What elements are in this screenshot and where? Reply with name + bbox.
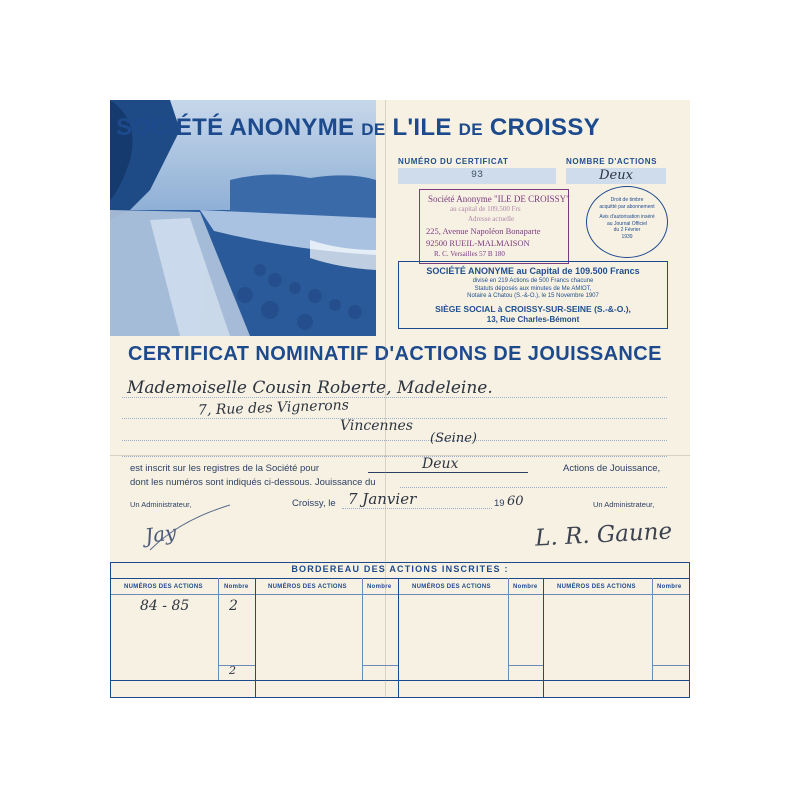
holder-department: (Seine) [430, 431, 477, 446]
title-part2: L'ILE [392, 114, 452, 141]
certificate-number-value: 93 [398, 168, 556, 184]
bordereau-title: BORDEREAU DES ACTIONS INSCRITES : [291, 564, 509, 574]
admin-right-label: Un Administrateur, [593, 500, 655, 509]
admin-left-label: Un Administrateur, [130, 500, 192, 509]
tax-line1: Droit de timbre [610, 197, 644, 203]
stamp-line4: 225, Avenue Napoléon Bonaparte [426, 226, 541, 236]
total-nombre: 2 [229, 664, 236, 677]
certificate-number-label: NUMÉRO DU CERTIFICAT [398, 157, 509, 166]
holder-street: 7, Rue des Vignerons [197, 397, 350, 419]
title-part1: SOCIÉTÉ ANONYME [116, 114, 355, 141]
row1-nombre: 2 [229, 598, 238, 614]
tax-line4: au Journal Officiel [607, 220, 647, 227]
stamp-line2: au capital de 109.500 Frs [450, 205, 521, 213]
capital-line6: 13, Rue Charles-Bémont [486, 315, 580, 324]
capital-line3: Statuts déposés aux minutes de Me AMIOT, [474, 286, 592, 292]
tax-line6: 1939 [621, 233, 633, 240]
tax-line2: acquitté par abonnement [599, 203, 655, 210]
capital-box [398, 261, 668, 329]
stamp-line5: 92500 RUEIL-MALMAISON [426, 238, 530, 248]
company-title [116, 114, 686, 142]
capital-line2: divisé en 219 Actions de 500 Francs chacune [472, 278, 594, 284]
share-count-value: Deux [566, 168, 666, 184]
tax-line5: du 2 Février [613, 227, 641, 233]
holder-city: Vincennes [340, 418, 413, 434]
signature-right: L. R. Gaune [534, 518, 673, 552]
col-header-nombre-3: Nombre [513, 584, 538, 590]
col-header-numeros-2: NUMÉROS DES ACTIONS [268, 584, 347, 590]
col-header-nombre-2: Nombre [367, 584, 392, 590]
stamp-line1: Société Anonyme "ILE DE CROISSY" [428, 194, 570, 204]
capital-line1: SOCIÉTÉ ANONYME au Capital de 109.500 Francs [426, 266, 640, 276]
date-value: 7 Janvier [348, 490, 417, 508]
title-part3: CROISSY [489, 114, 600, 141]
numbers-text: dont les numéros sont indiqués ci-dessous. Jouissance du [130, 477, 376, 488]
tax-stamp-oval [586, 186, 668, 258]
certificate-title: CERTIFICAT NOMINATIF D'ACTIONS DE JOUISSANCE [128, 343, 662, 365]
signature-left: Jay [143, 519, 178, 549]
stamp-line3: Adresse actuelle [468, 215, 515, 223]
registered-text: est inscrit sur les registres de la Société pour [130, 463, 320, 474]
holder-name: Mademoiselle Cousin Roberte, Madeleine. [127, 378, 493, 398]
col-header-nombre-1: Nombre [224, 584, 249, 590]
address-stamp [419, 189, 569, 264]
tax-line3: Avis d'autorisation inséré [599, 214, 655, 220]
col-header-numeros-4: NUMÉROS DES ACTIONS [557, 584, 636, 590]
title-de2: DE [458, 120, 483, 139]
actions-label: Actions de Jouissance, [563, 463, 661, 474]
capital-line4: Notaire à Chatou (S.-&-O.), le 15 Novembre 1907 [467, 293, 599, 299]
place-label: Croissy, le [292, 498, 336, 509]
col-header-nombre-4: Nombre [657, 584, 682, 590]
stamp-line6: R. C. Versailles 57 B 180 [434, 250, 505, 258]
share-count-label: NOMBRE D'ACTIONS [566, 157, 658, 166]
col-header-numeros-1: NUMÉROS DES ACTIONS [124, 584, 203, 590]
col-header-numeros-3: NUMÉROS DES ACTIONS [412, 584, 491, 590]
registered-count: Deux [422, 456, 459, 472]
year-value: 60 [507, 494, 524, 509]
signature-left-stroke [140, 500, 240, 560]
title-de1: DE [361, 120, 386, 139]
capital-line5: SIÈGE SOCIAL à CROISSY-SUR-SEINE (S.-&-O.), [435, 304, 631, 314]
row1-numeros: 84 - 85 [140, 598, 190, 614]
year-prefix: 19 [494, 498, 505, 509]
